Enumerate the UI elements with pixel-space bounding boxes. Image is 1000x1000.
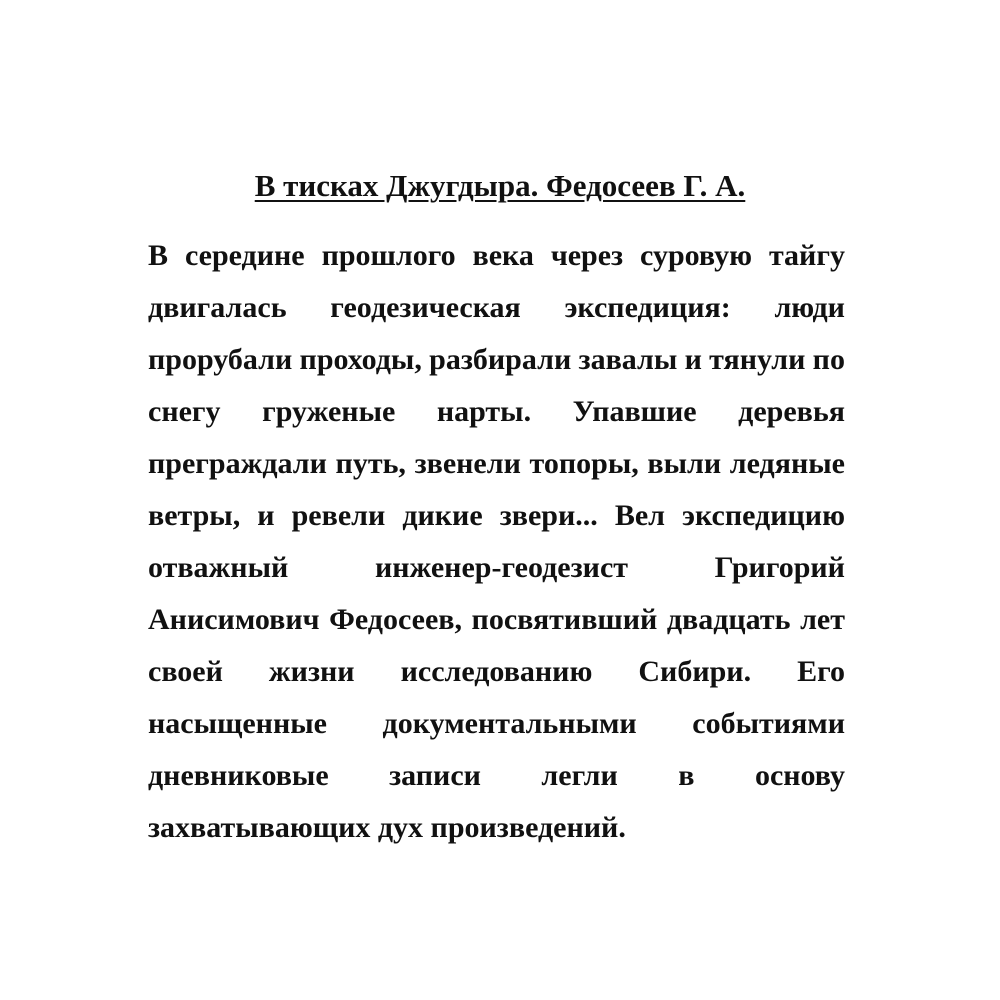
word: двадцать — [666, 603, 791, 636]
word: ревели — [291, 499, 386, 532]
paragraph-line — [148, 750, 845, 802]
word: дикие — [402, 499, 483, 532]
word: груженые — [262, 395, 396, 428]
paragraph-line — [148, 542, 845, 594]
word: звенели — [414, 447, 521, 480]
word: и — [257, 499, 275, 532]
document-title — [0, 166, 1000, 206]
word: событиями — [692, 707, 845, 740]
paragraph-line — [148, 334, 845, 386]
document-paragraph — [148, 230, 845, 854]
paragraph-line — [148, 282, 845, 334]
word: разбирали — [429, 343, 572, 376]
document-title-text: В тисках Джугдыра. Федосеев Г. А. — [254, 168, 746, 203]
word: легли — [541, 759, 618, 792]
word: в — [678, 759, 695, 792]
word: ледяные — [729, 447, 845, 480]
word: люди — [774, 291, 845, 324]
paragraph-line — [148, 230, 845, 282]
word: экспедиция: — [564, 291, 731, 324]
word: Анисимович — [148, 603, 320, 636]
paragraph-line — [148, 438, 845, 490]
word: тайгу — [768, 239, 845, 272]
word: проходы, — [299, 343, 422, 376]
word: и — [684, 343, 702, 376]
word: исследованию — [400, 655, 593, 688]
word: экспедицию — [682, 499, 845, 532]
word: жизни — [268, 655, 355, 688]
word: инженер-геодезист — [374, 551, 629, 584]
word: середине — [184, 239, 305, 272]
word: нарты. — [436, 395, 532, 428]
word: Упавшие — [572, 395, 697, 428]
word: насыщенные — [148, 707, 327, 740]
word: завалы — [578, 343, 678, 376]
word: преграждали — [148, 447, 327, 480]
word: Федосеев, — [329, 603, 462, 636]
word: путь, — [335, 447, 406, 480]
word: записи — [389, 759, 481, 792]
word: дневниковые — [148, 759, 329, 792]
word: Григорий — [714, 551, 845, 584]
word: посвятивший — [471, 603, 658, 636]
word: топоры, — [529, 447, 639, 480]
word: лет — [800, 603, 845, 636]
paragraph-line — [148, 490, 845, 542]
paragraph-line — [148, 698, 845, 750]
paragraph-line — [148, 594, 845, 646]
word: прошлого — [321, 239, 456, 272]
word: снегу — [148, 395, 221, 428]
word: через — [550, 239, 624, 272]
paragraph-line — [148, 386, 845, 438]
word: прорубали — [148, 343, 293, 376]
word: Сибири. — [638, 655, 752, 688]
word: ветры, — [148, 499, 241, 532]
word: звери... — [499, 499, 598, 532]
word: Его — [797, 655, 845, 688]
word: по — [812, 343, 845, 376]
word: отважный — [148, 551, 289, 584]
word: геодезическая — [330, 291, 521, 324]
word: тянули — [709, 343, 806, 376]
word: выли — [647, 447, 722, 480]
paragraph-line: захватывающих дух произведений. — [148, 811, 626, 844]
word: документальными — [382, 707, 637, 740]
word: деревья — [738, 395, 845, 428]
word: двигалась — [148, 291, 287, 324]
word: Вел — [614, 499, 665, 532]
word: своей — [148, 655, 223, 688]
word: века — [472, 239, 534, 272]
word: В — [148, 239, 169, 272]
paragraph-line — [148, 646, 845, 698]
word: суровую — [640, 239, 753, 272]
word: основу — [754, 759, 845, 792]
